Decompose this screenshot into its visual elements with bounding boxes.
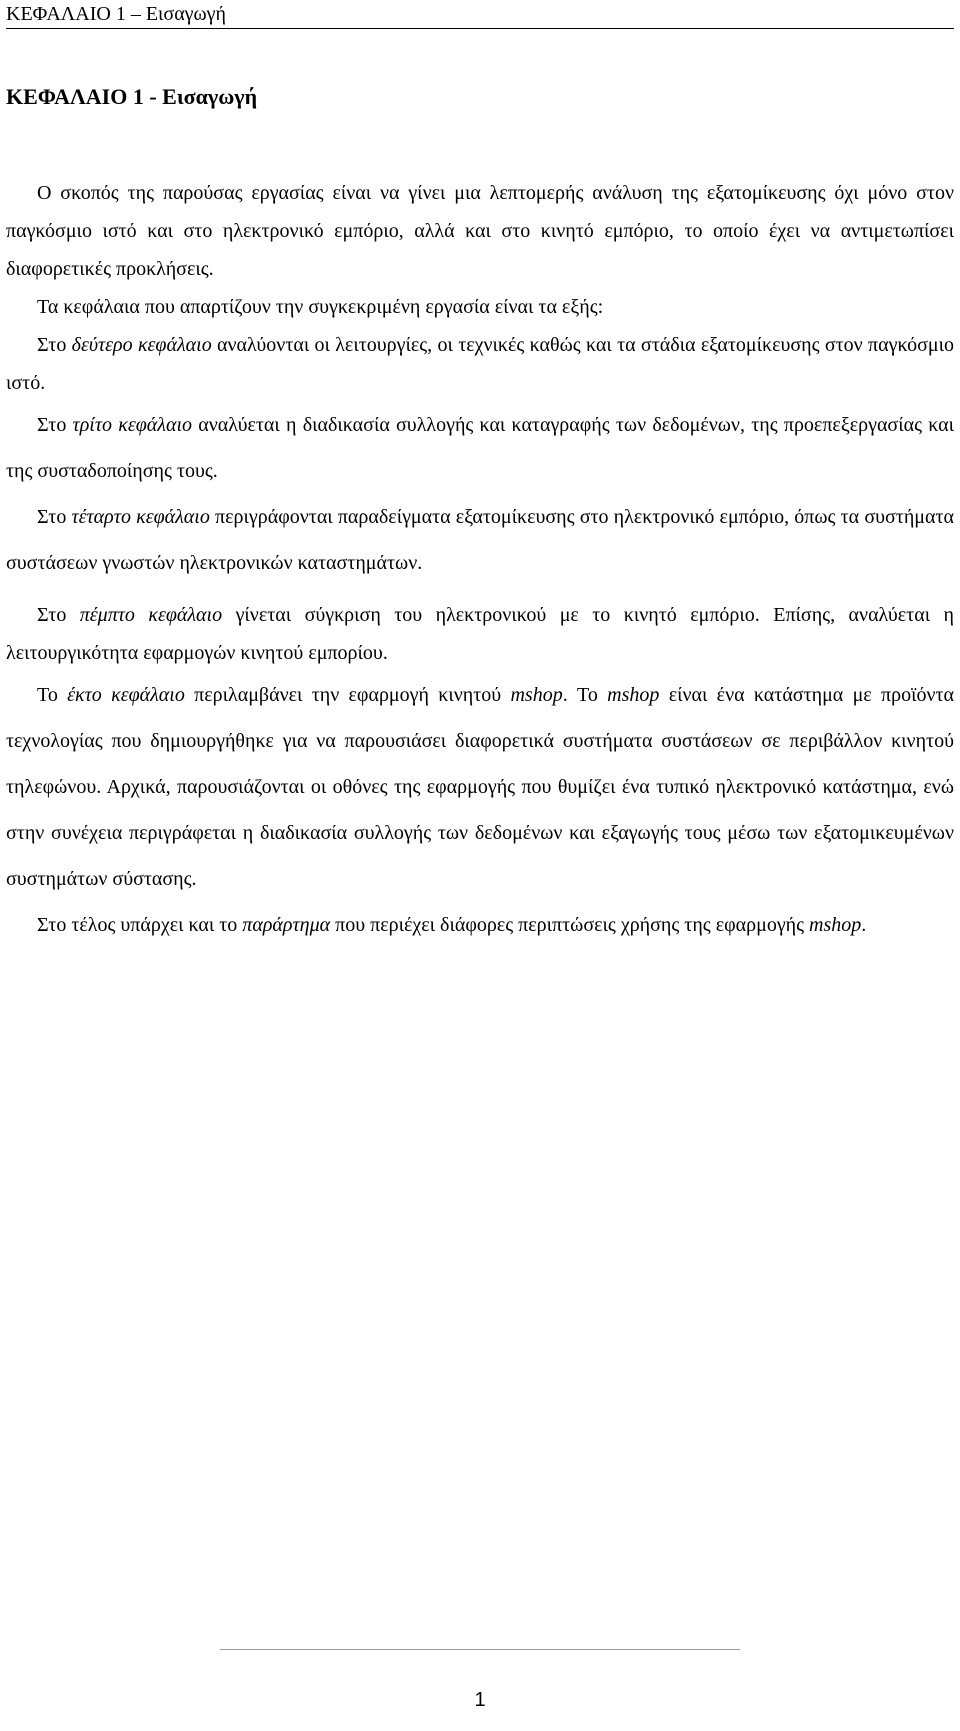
paragraph-chapter-4 [6, 494, 954, 586]
appendix-reference: παράρτημα [242, 914, 331, 936]
chapter-4-reference: τέταρτο κεφάλαιο [71, 506, 210, 528]
paragraph-chapter-4-text: περιγράφονται παραδείγματα εξατομίκευσης στο ηλεκτρονικό εμπόριο, όπως τα συστήματα συστάσεων γνωστών ηλεκτρονικών καταστημάτων. [6, 506, 954, 574]
running-header-title: ΚΕΦΑΛΑΙΟ 1 – Εισαγωγή [6, 3, 226, 25]
paragraph-chapter-3 [6, 402, 954, 494]
app-name-mshop: mshop [607, 684, 660, 706]
chapter-3-reference: τρίτο κεφάλαιο [72, 414, 193, 436]
paragraph-appendix-text: που περιέχει διάφορες περιπτώσεις χρήσης της εφαρμογής [330, 914, 810, 936]
paragraph-intro: Ο σκοπός της παρούσας εργασίας είναι να γίνει μια λεπτομερής ανάλυση της εξατομίκευσης όχι μόνο στον παγκόσμιο ιστό και στο ηλεκτρονικό εμπόριο, αλλά και στο κινητό εμπόριο, το οποίο έχει να αντιμετωπίσει διαφορετικές προκλήσεις. [6, 182, 954, 280]
page-number: 1 [474, 1689, 486, 1711]
paragraph-chapter-5-text: γίνεται σύγκριση του ηλεκτρονικού με το κινητό εμπόριο. Επίσης, αναλύεται η λειτουργικότητα εφαρμογών κινητού εμπορίου. [6, 604, 954, 664]
paragraph-chapter-4-lead: Στο [37, 506, 72, 528]
paragraph-chapter-5 [6, 596, 954, 672]
paragraph-chapter-5-lead: Στο [37, 604, 80, 626]
paragraph-appendix-lead: Στο τέλος υπάρχει και το [37, 914, 243, 936]
body-text [6, 174, 954, 948]
chapter-6-reference: έκτο κεφάλαιο [67, 684, 185, 706]
paragraph-appendix-end: . [861, 914, 867, 936]
chapter-2-reference: δεύτερο κεφάλαιο [71, 334, 212, 356]
paragraph-chapter-6-text-c: είναι ένα κατάστημα με προϊόντα τεχνολογίας που δημιουργήθηκε για να παρουσιάσει διαφορετικά συστήματα συστάσεων σε περιβάλλον κινητού τηλεφώνου. Αρχικά, παρουσιάζονται οι οθόνες της εφαρμογής που θυμίζει ένα τυπικό ηλεκτρονικό κατάστημα, ενώ στην συνέχεια περιγράφεται η διαδικασία συλλογής των δεδομένων και εξαγωγής τους μέσω των εξατομικευμένων συστημάτων σύστασης. [6, 684, 955, 890]
paragraph-chapter-6-lead: Το [37, 684, 68, 706]
app-name-mshop: mshop [510, 684, 563, 706]
paragraph-chapter-2-text: αναλύονται οι λειτουργίες, οι τεχνικές καθώς και τα στάδια εξατομίκευσης στον παγκόσμιο ιστό. [6, 334, 954, 394]
running-header [6, 4, 954, 29]
paragraph-chapter-6 [6, 672, 954, 902]
paragraph-chapter-6-text-b: . Το [562, 684, 608, 706]
paragraph-chapter-2 [6, 326, 954, 402]
paragraph-chapters-intro: Τα κεφάλαια που απαρτίζουν την συγκεκριμένη εργασία είναι τα εξής: [37, 296, 604, 318]
chapter-5-reference: πέμπτο κεφάλαιο [79, 604, 223, 626]
paragraph-chapter-2-lead: Στο [37, 334, 72, 356]
paragraph-chapter-3-lead: Στο [37, 414, 73, 436]
paragraph-chapter-6-text-a: περιλαμβάνει την εφαρμογή κινητού [184, 684, 511, 706]
app-name-mshop: mshop [809, 914, 862, 936]
paragraph-appendix [6, 902, 954, 948]
footer-divider [220, 1649, 740, 1650]
paragraph-chapter-3-text: αναλύεται η διαδικασία συλλογής και καταγραφής των δεδομένων, της προεπεξεργασίας και της συσταδοποίησης τους. [6, 414, 954, 482]
chapter-title: ΚΕΦΑΛΑΙΟ 1 - Εισαγωγή [6, 84, 258, 109]
